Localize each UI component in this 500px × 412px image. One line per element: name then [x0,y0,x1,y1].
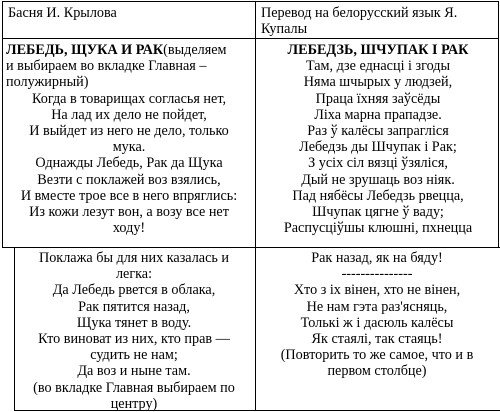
verse-line: легка: [115,266,153,283]
verse-line: Однажды Лебедь, Рак да Щука [35,155,223,172]
verse-line: Рак пятится назад, [78,298,190,315]
verse-line: ходу! [112,220,146,237]
header-right-text: Перевод на белорусский язык Я. [261,5,458,21]
verse-line: И выйдет из него не дело, только [29,123,229,140]
verse-line: Хто з іх вінен, хто не вінен, [293,282,461,299]
verse-line: Раз ў калёсы запрагліся [307,123,449,140]
header-left-text: Басня И. Крылова [8,5,117,21]
original-fable-cell [6,42,252,236]
verse-line: Распусціўшы клюшні, пхнецца [283,220,473,237]
verse-line: Да воз и ныне там. [77,363,191,380]
verse-line: Кто виноват из них, кто прав — [38,331,230,348]
formatting-note: центру) [110,395,158,412]
original-title-bold: ЛЕБЕДЬ, ЩУКА И РАК [6,42,164,58]
verse-line: Дый не зрушаць воз ніяк. [301,171,455,188]
translation-cell [258,42,498,236]
header-left-cell [8,5,248,21]
fable-table-top [2,1,499,248]
header-right-cell [261,5,495,37]
verse-line: Няма шчырых у людзей, [303,74,453,91]
verse-line: Там, дзе еднасці і згоды [305,58,451,75]
verse-line: Толькі ж і дасюль калёсы [300,314,454,331]
verse-line: Лебедзь ды Шчупак і Рак; [299,139,457,156]
verse-line: судить не нам; [90,347,178,364]
column-divider [255,248,256,410]
verse-line: Да Лебедь рвется в облака, [52,282,216,299]
verse-line: Когда в товарищах согласья нет, [31,90,226,107]
instruction-note: (Повторить то же самое, что и в [280,347,474,364]
formatting-note: (выделяем [163,42,227,58]
verse-line: Щука тянет в воду. [76,314,192,331]
verse-line: Рак назад, як на бяду! [311,250,443,266]
original-fable-continuation-cell [18,250,250,412]
translation-title: ЛЕБЕДЗЬ, ШЧУПАК І РАК [287,42,469,58]
verse-line: Праца ïхняя заўсёды [315,90,441,107]
original-title [6,42,252,58]
formatting-note: (во вкладке Главная выбираем по [33,379,235,396]
verse-line: Шчупак цягне ў ваду; [312,204,444,221]
header-divider [3,38,498,39]
verse-line: Пад нябёсы Лебедзь рвецца, [292,187,464,204]
verse-line: И вместе трое все в него впряглись: [20,187,238,204]
translation-continuation-cell [259,250,495,380]
verse-line: мука. [112,139,146,156]
verse-line: Поклажа бы для них казалась и [38,250,230,266]
separator-dashes: --------------- [341,266,413,283]
verse-line: Из кожи лезут вон, а возу все нет [29,204,229,221]
verse-line: Не нам гэта раз'ясняць, [306,298,448,315]
verse-line: Ліха марна прападзе. [314,106,442,123]
fable-table-bottom [14,247,500,411]
verse-line: Як стаялі, так стаяць! [311,331,443,348]
verse-line: На лад их дело не пойдет, [51,106,207,123]
instruction-note: первом столбце) [327,363,427,380]
header-right-text: Купалы [261,21,308,38]
formatting-note: полужирный) [6,74,89,91]
verse-line: Везти с поклажей воз взялись, [37,171,221,188]
verse-line: З усіх сіл вязці ўзяліся, [308,155,448,172]
formatting-note: и выбираем во вкладке Главная – [6,58,207,75]
